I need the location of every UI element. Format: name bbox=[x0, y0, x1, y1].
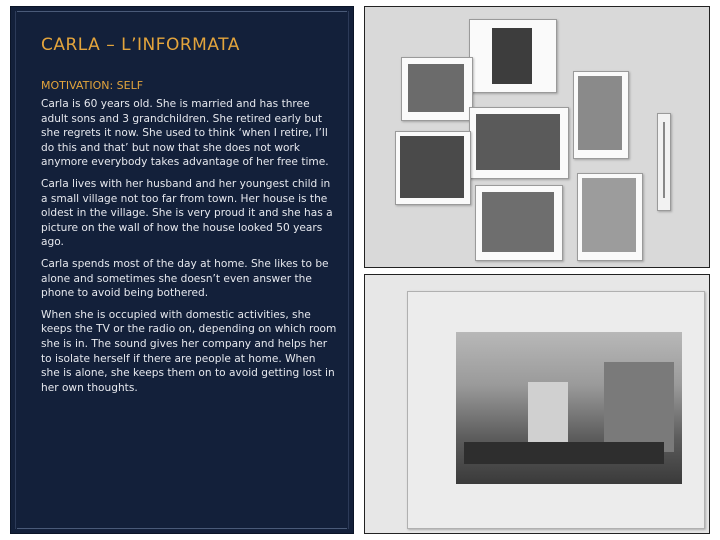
panel-border-top bbox=[17, 11, 347, 12]
persona-title: CARLA – L’INFORMATA bbox=[41, 35, 240, 55]
persona-motivation: MOTIVATION: SELF bbox=[41, 79, 144, 92]
glass-frame bbox=[407, 291, 705, 529]
photo-frame bbox=[395, 131, 471, 205]
photo-frame bbox=[401, 57, 473, 121]
persona-paragraph: Carla spends most of the day at home. She likes to be alone and sometimes she doesn’t even answer the phone to avoid being bothered. bbox=[41, 257, 329, 300]
persona-paragraph: Carla is 60 years old. She is married and has three adult sons and 3 grandchildren. She retired early but she regrets it now. She used to think ‘when I retire, I’ll do this and that’ but now that she does not work anymore everybody takes advantage of her free time. bbox=[41, 98, 329, 169]
panel-border-left bbox=[15, 11, 16, 529]
panel-border-bottom bbox=[17, 528, 347, 529]
historic-village-photo-image bbox=[364, 274, 710, 534]
persona-paragraph: When she is occupied with domestic activities, she keeps the TV or the radio on, depending on which room she is in. The sound gives her company and helps her to isolate herself if there are people at home. When she is alone, she keeps them on to avoid getting lost in her own thoughts. bbox=[41, 308, 337, 394]
persona-panel bbox=[10, 6, 354, 534]
family-photos-wall-image bbox=[364, 6, 710, 268]
photo-frame bbox=[469, 107, 569, 179]
thermometer bbox=[657, 113, 671, 211]
photo-frame bbox=[475, 185, 563, 261]
panel-border-right bbox=[348, 11, 349, 529]
persona-paragraph: Carla lives with her husband and her youngest child in a small village not too far from town. Her house is the oldest in the village. She is very proud it and she has a picture on the wall of how the house looked 50 years ago. bbox=[41, 177, 333, 249]
photo-frame bbox=[577, 173, 643, 261]
persona-description bbox=[41, 97, 337, 402]
photo-frame bbox=[469, 19, 557, 93]
photo-frame bbox=[573, 71, 629, 159]
